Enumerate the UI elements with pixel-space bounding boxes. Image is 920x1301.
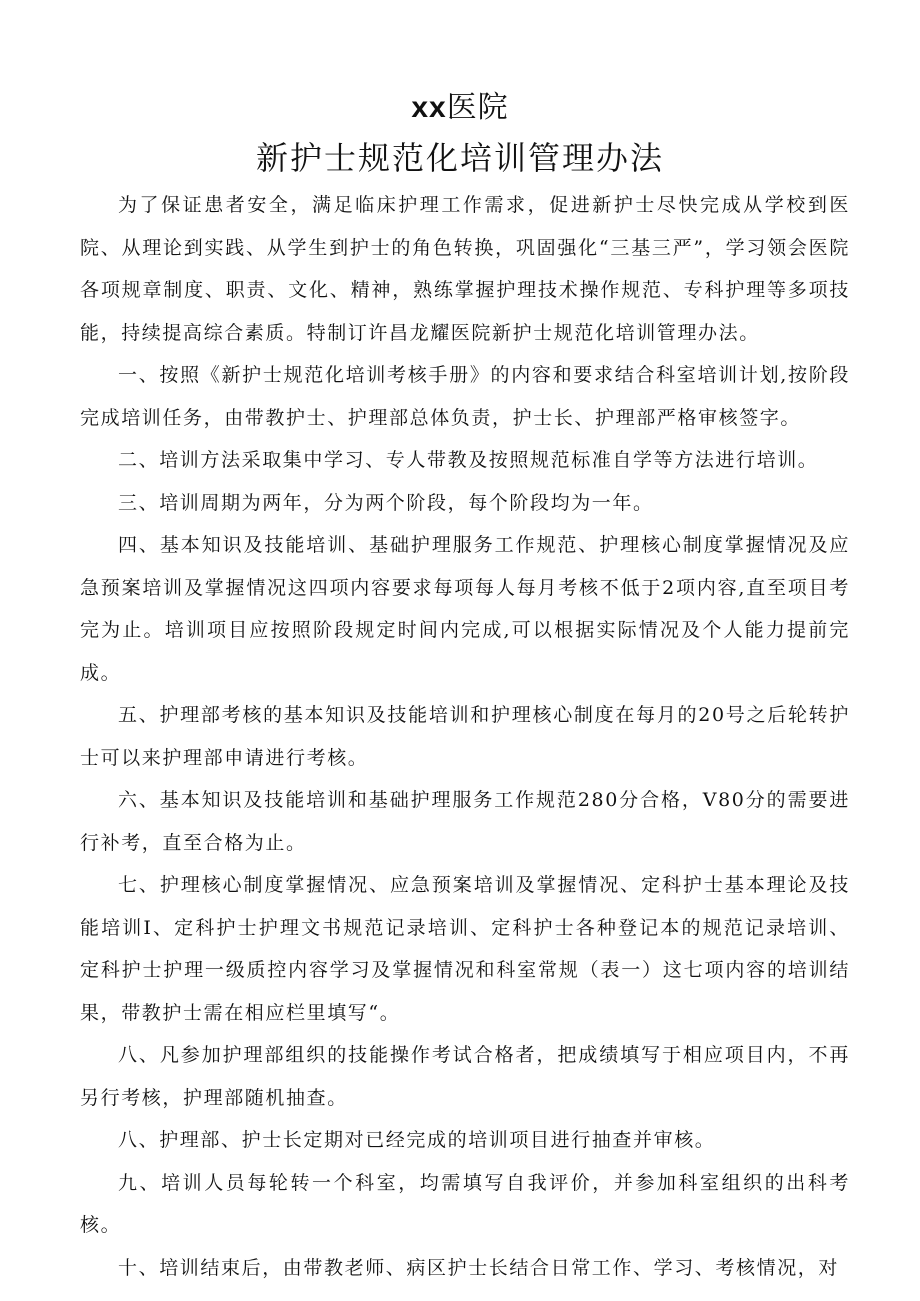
hospital-title bbox=[0, 88, 920, 128]
hospital-prefix: xx bbox=[411, 91, 447, 124]
paragraph-item-5: 五、护理部考核的基本知识及技能培训和护理核心制度在每月的20号之后轮转护士可以来护理部申请进行考核。 bbox=[80, 704, 850, 769]
document-title: 新护士规范化培训管理办法 bbox=[255, 139, 664, 177]
hospital-name: 医院 bbox=[446, 90, 509, 125]
paragraph-item-3: 三、培训周期为两年，分为两个阶段，每个阶段均为一年。 bbox=[118, 491, 654, 514]
paragraph-item-8b: 八、护理部、护士长定期对已经完成的培训项目进行抽查并审核。 bbox=[118, 1129, 716, 1151]
paragraph-item-4: 四、基本知识及技能培训、基础护理服务工作规范、护理核心制度掌握情况及应急预案培训及掌握情况这四项内容要求每项每人每月考核不低于2项内容,直至项目考完为止。培训项目应按照阶段规定时间内完成,可以根据实际情况及个人能力提前完成。 bbox=[80, 534, 850, 684]
paragraph-item-10: 十、培训结束后，由带教老师、病区护士长结合日常工作、学习、考核情况，对 bbox=[118, 1256, 840, 1279]
paragraph-item-8: 八、凡参加护理部组织的技能操作考试合格者，把成绩填写于相应项目内，不再另行考核，护理部随机抽查。 bbox=[80, 1044, 850, 1109]
paragraph-item-1: 一、按照《新护士规范化培训考核手册》的内容和要求结合科室培训计划,按阶段完成培训任务，由带教护士、护理部总体负责，护士长、护理部严格审核签字。 bbox=[80, 364, 850, 429]
paragraph-item-7: 七、护理核心制度掌握情况、应急预案培训及掌握情况、定科护士基本理论及技能培训I、定科护士护理文书规范记录培训、定科护士各种登记本的规范记录培训、定科护士护理一级质控内容学习及掌握情况和科室常规（表一）这七项内容的培训结果，带教护士需在相应栏里填写“。 bbox=[80, 874, 850, 1024]
paragraph-item-6: 六、基本知识及技能培训和基础护理服务工作规范280分合格，V80分的需要进行补考，直至合格为止。 bbox=[80, 789, 850, 854]
paragraph-item-9: 九、培训人员每轮转一个科室，均需填写自我评价，并参加科室组织的出科考核。 bbox=[80, 1171, 850, 1236]
paragraph-intro: 为了保证患者安全，满足临床护理工作需求，促进新护士尽快完成从学校到医院、从理论到实践、从学生到护士的角色转换，巩固强化“三基三严”，学习领会医院各项规章制度、职责、文化、精神，熟练掌握护理技术操作规范、专科护理等多项技能，持续提高综合素质。特制订许昌龙耀医院新护士规范化培训管理办法。 bbox=[80, 194, 850, 344]
paragraph-item-2: 二、培训方法采取集中学习、专人带教及按照规范标准自学等方法进行培训。 bbox=[118, 449, 819, 471]
document-body bbox=[80, 184, 850, 1289]
